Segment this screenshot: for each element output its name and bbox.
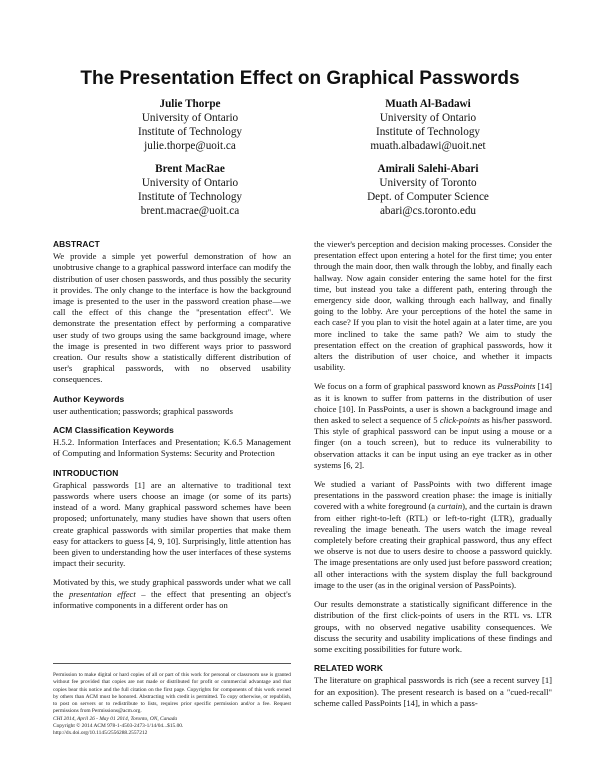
doi-link[interactable]: http://dx.doi.org/10.1145/2556288.2557212	[53, 730, 148, 737]
author-affiliation: University of Toronto	[379, 177, 477, 189]
author-email: julie.thorpe@uoit.ca	[144, 140, 236, 152]
author-name: Amirali Salehi-Abari	[377, 163, 479, 175]
acm-classification-section	[53, 425, 291, 460]
right-paragraph-2: We focus on a form of graphical password known as PassPoints [14] as it is known to suffer from patterns in the distribution of user choice [10]. In PassPoints, a user is shown a background image and then asked to select a sequence of 5 click-points as his/her password. This style of graphical password can be input using a mouse or a finger (on a touch screen), but to reduce its vulnerability to observation attacks it can be input using an eye tracker as in other systems [6, 2].	[314, 381, 553, 470]
related-work-text: The literature on graphical passwords is rich (see a recent survey [1] for an exposition). The present research is based on a "cued-recall" scheme called PassPoints [14], in which a pass-	[314, 675, 552, 708]
author-email: abari@cs.toronto.edu	[379, 205, 477, 217]
author-email: muath.albadawi@uoit.net	[370, 140, 486, 152]
author-keywords-text: user authentication; passwords; graphical passwords	[53, 405, 233, 416]
author-affiliation: University of Ontario	[141, 177, 239, 189]
author-affiliation: Institute of Technology	[137, 191, 243, 203]
acm-classification-heading: ACM Classification Keywords	[53, 425, 174, 436]
author-block-albadawi	[318, 97, 538, 153]
abstract-heading: ABSTRACT	[53, 239, 100, 249]
right-column	[314, 239, 552, 709]
abstract-section	[53, 239, 291, 386]
copyright-line: Copyright © 2014 ACM 978-1-4503-2473-1/14/04...$15.00.	[53, 723, 184, 730]
left-column	[53, 239, 291, 619]
permission-text: Permission to make digital or hard copies of all or part of this work for personal or classroom use is granted without fee provided that copies are not made or distributed for profit or commercial advantage and that copies bear this notice and the full citation on the first page. Copyrights for components of this work owned by others than ACM must be honored. Abstracting with credit is permitted. To copy otherwise, or republish, to post on servers or to redistribute to lists, requires prior specific permission and/or a fee. Request permissions from Permissions@acm.org.	[53, 672, 291, 715]
introduction-section	[53, 468, 291, 611]
paper-title: The Presentation Effect on Graphical Passwords	[80, 68, 520, 89]
author-affiliation: University of Ontario	[379, 112, 477, 124]
author-affiliation: Dept. of Computer Science	[367, 191, 489, 203]
author-block-macrae	[80, 162, 300, 218]
author-name: Brent MacRae	[155, 163, 225, 175]
right-paragraph-4: Our results demonstrate a statistically significant difference in the distribution of the first click-points of users in the RTL vs. LTR groups, with no observed negative usability consequences. We discuss the security and usability implications of these findings and some exciting possibilities for future work.	[314, 599, 552, 654]
acm-classification-text: H.5.2. Information Interfaces and Presentation; K.6.5 Management of Computing and Information Systems: Security and Protection	[53, 437, 291, 459]
author-affiliation: Institute of Technology	[375, 126, 481, 138]
copyright-notice	[53, 663, 291, 738]
conference-line: CHI 2014, April 26 - May 01 2014, Toronto, ON, Canada	[53, 715, 178, 722]
right-paragraph-1: the viewer's perception and decision making processes. Consider the presentation effect upon entering a hotel for the first time; you enter through the main door, then walk through the lobby, and finally each hallway. Now again consider entering the same hotel for the first time, but instead you take a different path, entering through the emergency side door, walking through each hallway, and finally going to the lobby. Are your perceptions of the hotel the same in each case? If you plan to visit the hotel again at a later time, are you more inclined to take the same path? We aim to study the presentation effect on the creation of graphical passwords, how it alters the distribution of user choice, and whether it impacts usability.	[314, 239, 552, 373]
author-block-salehi-abari	[318, 162, 538, 218]
introduction-heading: INTRODUCTION	[53, 467, 119, 478]
author-affiliation: University of Ontario	[141, 112, 239, 124]
abstract-text: We provide a simple yet powerful demonstration of how an unobtrusive change to a graphical password interface can modify the distribution of user chosen passwords, and thus possibly the security it provides. The only change to the interface is how the background image is presented to the user in the password creation phase—we call the effect of this change the "presentation effect". We demonstrate the presentation effect by performing a comparative user study of two groups using the same background image, where the image is presented in two different ways prior to password creation. Our results show a statistically different distribution of user's graphical passwords, with no observed usability consequences.	[53, 251, 291, 385]
right-paragraph-3: We studied a variant of PassPoints with two different image presentations in the password creation phase: the image is initially covered with a white foreground (a curtain), and the curtain is drawn from either right-to-left (RTL) or left-to-right (LTR), gradually revealing the image beneath. The users watch the image reveal completely before creating their graphical password, thus any effect we observe is not due to users desire to choose a password quickly. The image presentations are only used just before password creation; all other interactions with the system display the full background image to the user (as in the original version of PassPoints).	[314, 479, 552, 590]
related-work-heading: RELATED WORK	[314, 663, 383, 674]
author-name: Julie Thorpe	[159, 98, 221, 110]
author-email: brent.macrae@uoit.ca	[140, 205, 240, 217]
introduction-paragraph-1: Graphical passwords [1] are an alternative to traditional text passwords where users choose an image (or some of its parts) instead of a word. Many graphical password schemes have been proposed; unfortunately, many studies have shown that users often create graphical passwords with similar properties that make them easy for attackers to guess [4, 9, 10]. Surprisingly, little attention has been given to understanding how the user interfaces of these systems impact their security.	[53, 479, 291, 569]
introduction-paragraph-2: Motivated by this, we study graphical passwords under what we call the presentation effect – the effect that presenting an object's informative components in a different order has on	[53, 577, 291, 610]
author-keywords-section	[53, 394, 291, 417]
author-block-thorpe	[80, 97, 300, 153]
author-affiliation: Institute of Technology	[137, 126, 243, 138]
author-name: Muath Al-Badawi	[385, 98, 471, 110]
author-keywords-heading: Author Keywords	[53, 393, 125, 404]
